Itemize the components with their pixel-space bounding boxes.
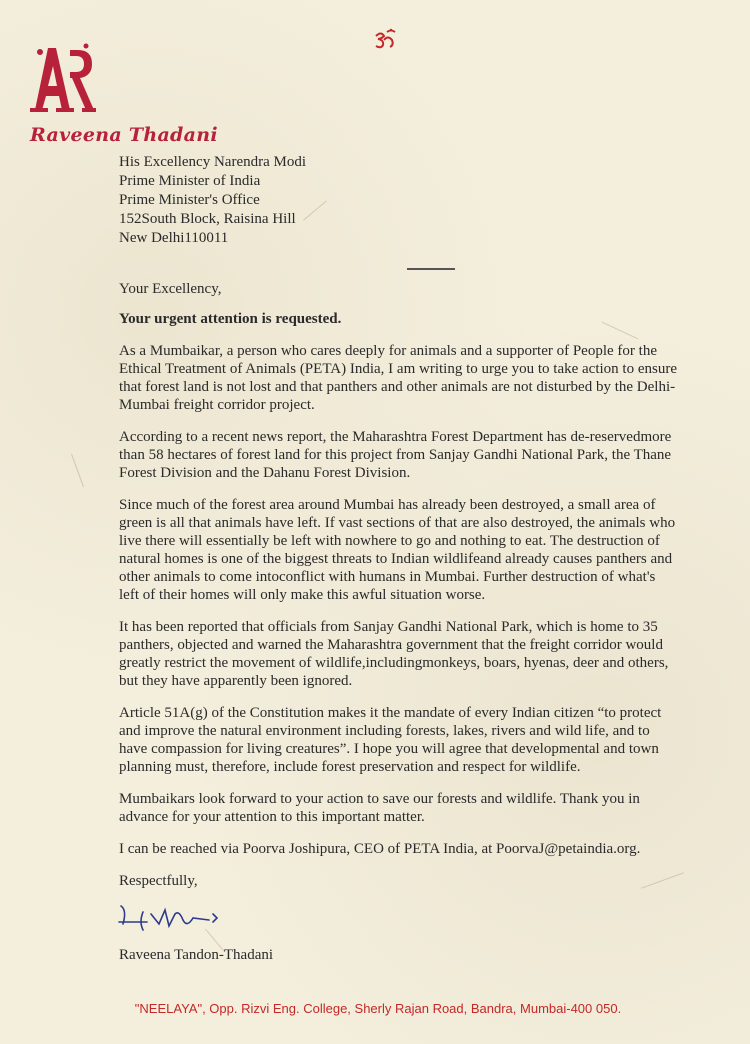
paragraph: Since much of the forest area around Mumbai has already been destroyed, a small area of green is all that animals have left. If vast sections of that are also destroyed, the animals who live there will essentially be left with nowhere to go and nothing to eat. The destruction of natural homes is one of the biggest threats to Indian wildlifeand already causes panthers and other animals to come intoconflict with humans in Mumbai. Further destruction of what's left of their homes will only make this awful situation worse. [119,497,676,603]
paper-fiber [303,200,327,220]
signer-name: Raveena Tandon-Thadani [119,947,274,963]
addressee-line: New Delhi110011 [119,230,229,246]
addressee-line: 152South Block, Raisina Hill [119,211,296,227]
paragraph: As a Mumbaikar, a person who cares deeply for animals and a supporter of People for the Ethical Treatment of Animals (PETA) India, I am writing to urge you to take action to ensure that forest land is not lost and that panthers and other animals are not disturbed by the Delhi-Mumbai freight corridor project. [119,343,677,413]
paragraph: I can be reached via Poorva Joshipura, CEO of PETA India, at PoorvaJ@petaindia.org. [119,841,641,857]
letter-body [119,280,679,964]
sender-name: Raveena Thadani [30,124,218,146]
addressee-block [119,153,306,248]
paragraph: Article 51A(g) of the Constitution makes it the mandate of every Indian citizen “to protect and improve the natural environment including forests, lakes, rivers and wild life, and to have compassion for living creatures”. I hope you will agree that developmental and town planning must, therefore, include forest preservation and respect for wildlife. [119,705,662,775]
paragraph: Mumbaikars look forward to your action to save our forests and wildlife. Thank you in advance for your attention to this important matter. [119,791,640,825]
decorative-dash [407,268,455,270]
paper-fiber [71,454,84,487]
om-symbol-icon [372,28,400,54]
addressee-line: Prime Minister of India [119,173,261,189]
addressee-line: Prime Minister's Office [119,192,260,208]
ar-monogram-logo [26,42,98,124]
urgent-line: Your urgent attention is requested. [119,311,342,327]
closing: Respectfully, [119,873,198,889]
signature-icon [113,900,273,940]
footer-address: "NEELAYA", Opp. Rizvi Eng. College, Sherly Rajan Road, Bandra, Mumbai-400 050. [134,1001,622,1016]
salutation: Your Excellency, [119,281,222,297]
paragraph: According to a recent news report, the Maharashtra Forest Department has de-reservedmore than 58 hectares of forest land for this project from Sanjay Gandhi National Park, the Thane Forest Division and the Dahanu Forest Division. [119,429,672,481]
addressee-line: His Excellency Narendra Modi [119,154,307,170]
paragraph: It has been reported that officials from Sanjay Gandhi National Park, which is home to 35 panthers, objected and warned the Maharashtra government that the freight corridor would greatly restrict the movement of wildlife,includingmonkeys, boars, hyenas, deer and others, but they have apparently been ignored. [119,619,669,689]
